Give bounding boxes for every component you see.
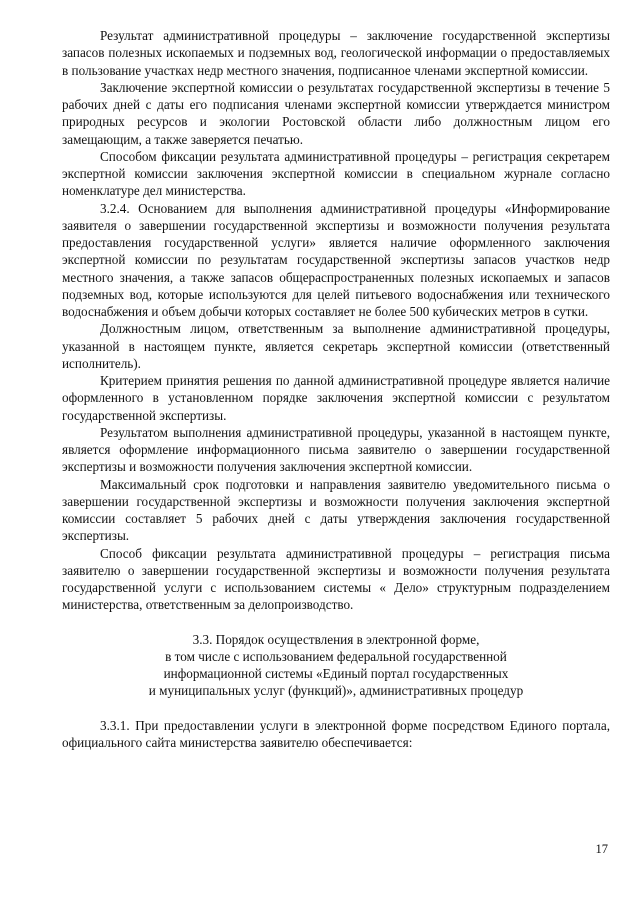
page-number: 17 [595,842,608,856]
paragraph-approval: Заключение экспертной комиссии о результатах государственной экспертизы в течение 5 рабочих дней с даты его подписания членами экспертной комиссии утверждается министром природных ресурсов и экологии Ростовской области либо должностным лицом его замещающим, а также заверяется печатью. [62,79,610,147]
paragraph-3-2-4: 3.2.4. Основанием для выполнения административной процедуры «Информирование заявителя о завершении государственной экспертизы и возможности получения результата предоставления государственной услуги» является наличие оформленного заключения экспертной комиссии по результатам государственной экспертизы запасов участков недр местного значения, а также запасов общераспространенных полезных ископаемых и запасов подземных вод, которые используются для целей питьевого водоснабжения или технического водоснабжения и объем добычи которых составляет не более 500 кубических метров в сутки. [62,200,610,319]
heading-line: и муниципальных услуг (функций)», административных процедур [148,683,524,699]
paragraph-result: Результат административной процедуры – заключение государственной экспертизы запасов полезных ископаемых и подземных вод, геологической информации о предоставляемых в пользование участках недр местного значения, подписанное членами экспертной комиссии. [62,28,610,78]
paragraph-3-3-1: 3.3.1. При предоставлении услуги в электронной форме посредством Единого портала, официального сайта министерства заявителю обеспечивается: [62,717,610,750]
paragraph-responsible: Должностным лицом, ответственным за выполнение административной процедуры, указанной в настоящем пункте, является секретарь экспертной комиссии (ответственный исполнитель). [62,321,610,371]
heading-line: в том числе с использованием федеральной государственной [165,648,507,664]
section-heading [62,631,610,700]
paragraph-fixation: Способом фиксации результата административной процедуры – регистрация секретарем экспертной комиссии заключения экспертной комиссии в специальном журнале согласно номенклатуре дел министерства. [62,148,610,199]
paragraph-deadline: Максимальный срок подготовки и направления заявителю уведомительного письма о завершении государственной экспертизы и возможности получения заключения экспертной комиссии составляет 5 рабочих дней с даты утверждения заключения государственной экспертизы. [62,476,610,544]
document-page [62,27,610,751]
heading-line: информационной системы «Единый портал государственных [163,666,509,681]
paragraph-outcome: Результатом выполнения административной процедуры, указанной в настоящем пункте, является оформление информационного письма заявителю о завершении государственной экспертизы и возможности получения заключения экспертной комиссии. [62,424,610,475]
paragraph-criterion: Критерием принятия решения по данной административной процедуре является наличие оформленного в установленном порядке заключения экспертной комиссии с результатом государственной экспертизы. [62,373,610,423]
paragraph-registration: Способ фиксации результата административной процедуры – регистрация письма заявителю о завершении государственной экспертизы и возможности получения результата государственной услуги с использованием системы « Дело» структурным подразделением министерства, ответственным за делопроизводство. [62,545,610,613]
heading-line: 3.3. Порядок осуществления в электронной форме, [192,631,480,647]
